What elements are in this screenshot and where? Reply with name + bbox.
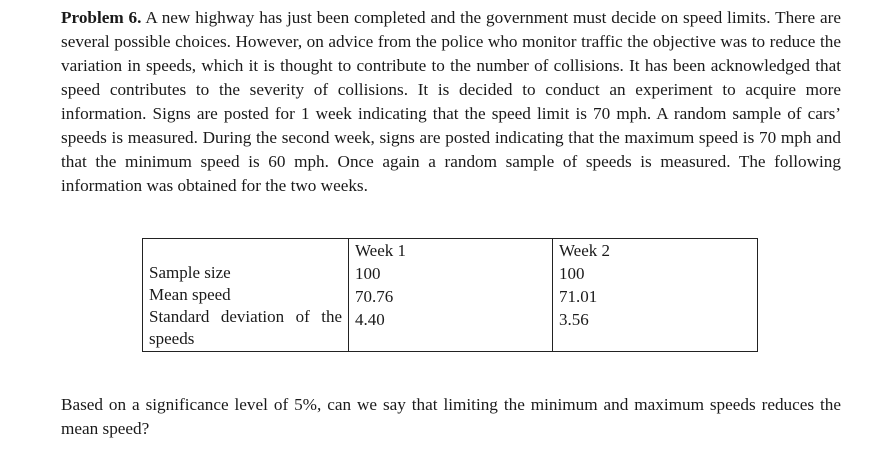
week2-mean-speed: 71.01 (559, 287, 598, 306)
week2-standard-deviation: 3.56 (559, 310, 589, 329)
problem-statement (61, 6, 841, 198)
row-label-standard-deviation: Standard deviation of the speeds (149, 307, 342, 348)
week1-mean-speed: 70.76 (355, 287, 394, 306)
problem-text: A new highway has just been completed and the government must decide on speed limits. There are several possible choices. However, on advice from the police who monitor traffic the objective was to reduce the variation in speeds, which it is thought to contribute to the number of collisions. It has been acknowledged that speed contributes to the severity of collisions. It is decided to conduct an experiment to acquire more information. Signs are posted for 1 week indicating that the speed limit is 70 mph. A random sample of cars’ speeds is measured. During the second week, signs are posted indicating that the maximum speed is 70 mph and that the minimum speed is 60 mph. Once again a random sample of speeds is measured. The following information was obtained for the two weeks. (61, 8, 841, 195)
week1-column (349, 239, 553, 352)
week1-header: Week 1 (355, 241, 407, 260)
problem-label: Problem 6. (61, 8, 142, 27)
week1-standard-deviation: 4.40 (355, 310, 385, 329)
question-text: Based on a significance level of 5%, can we say that limiting the minimum and maximum speeds reduces the mean speed? (61, 395, 841, 438)
table-row (143, 239, 758, 352)
week2-header: Week 2 (559, 241, 611, 260)
week1-sample-size: 100 (355, 264, 381, 283)
speed-data-table (142, 238, 758, 352)
row-label-mean-speed: Mean speed (149, 285, 231, 304)
row-label-sample-size: Sample size (149, 263, 231, 282)
row-labels-cell (143, 239, 349, 352)
week2-sample-size: 100 (559, 264, 585, 283)
week2-column (553, 239, 758, 352)
